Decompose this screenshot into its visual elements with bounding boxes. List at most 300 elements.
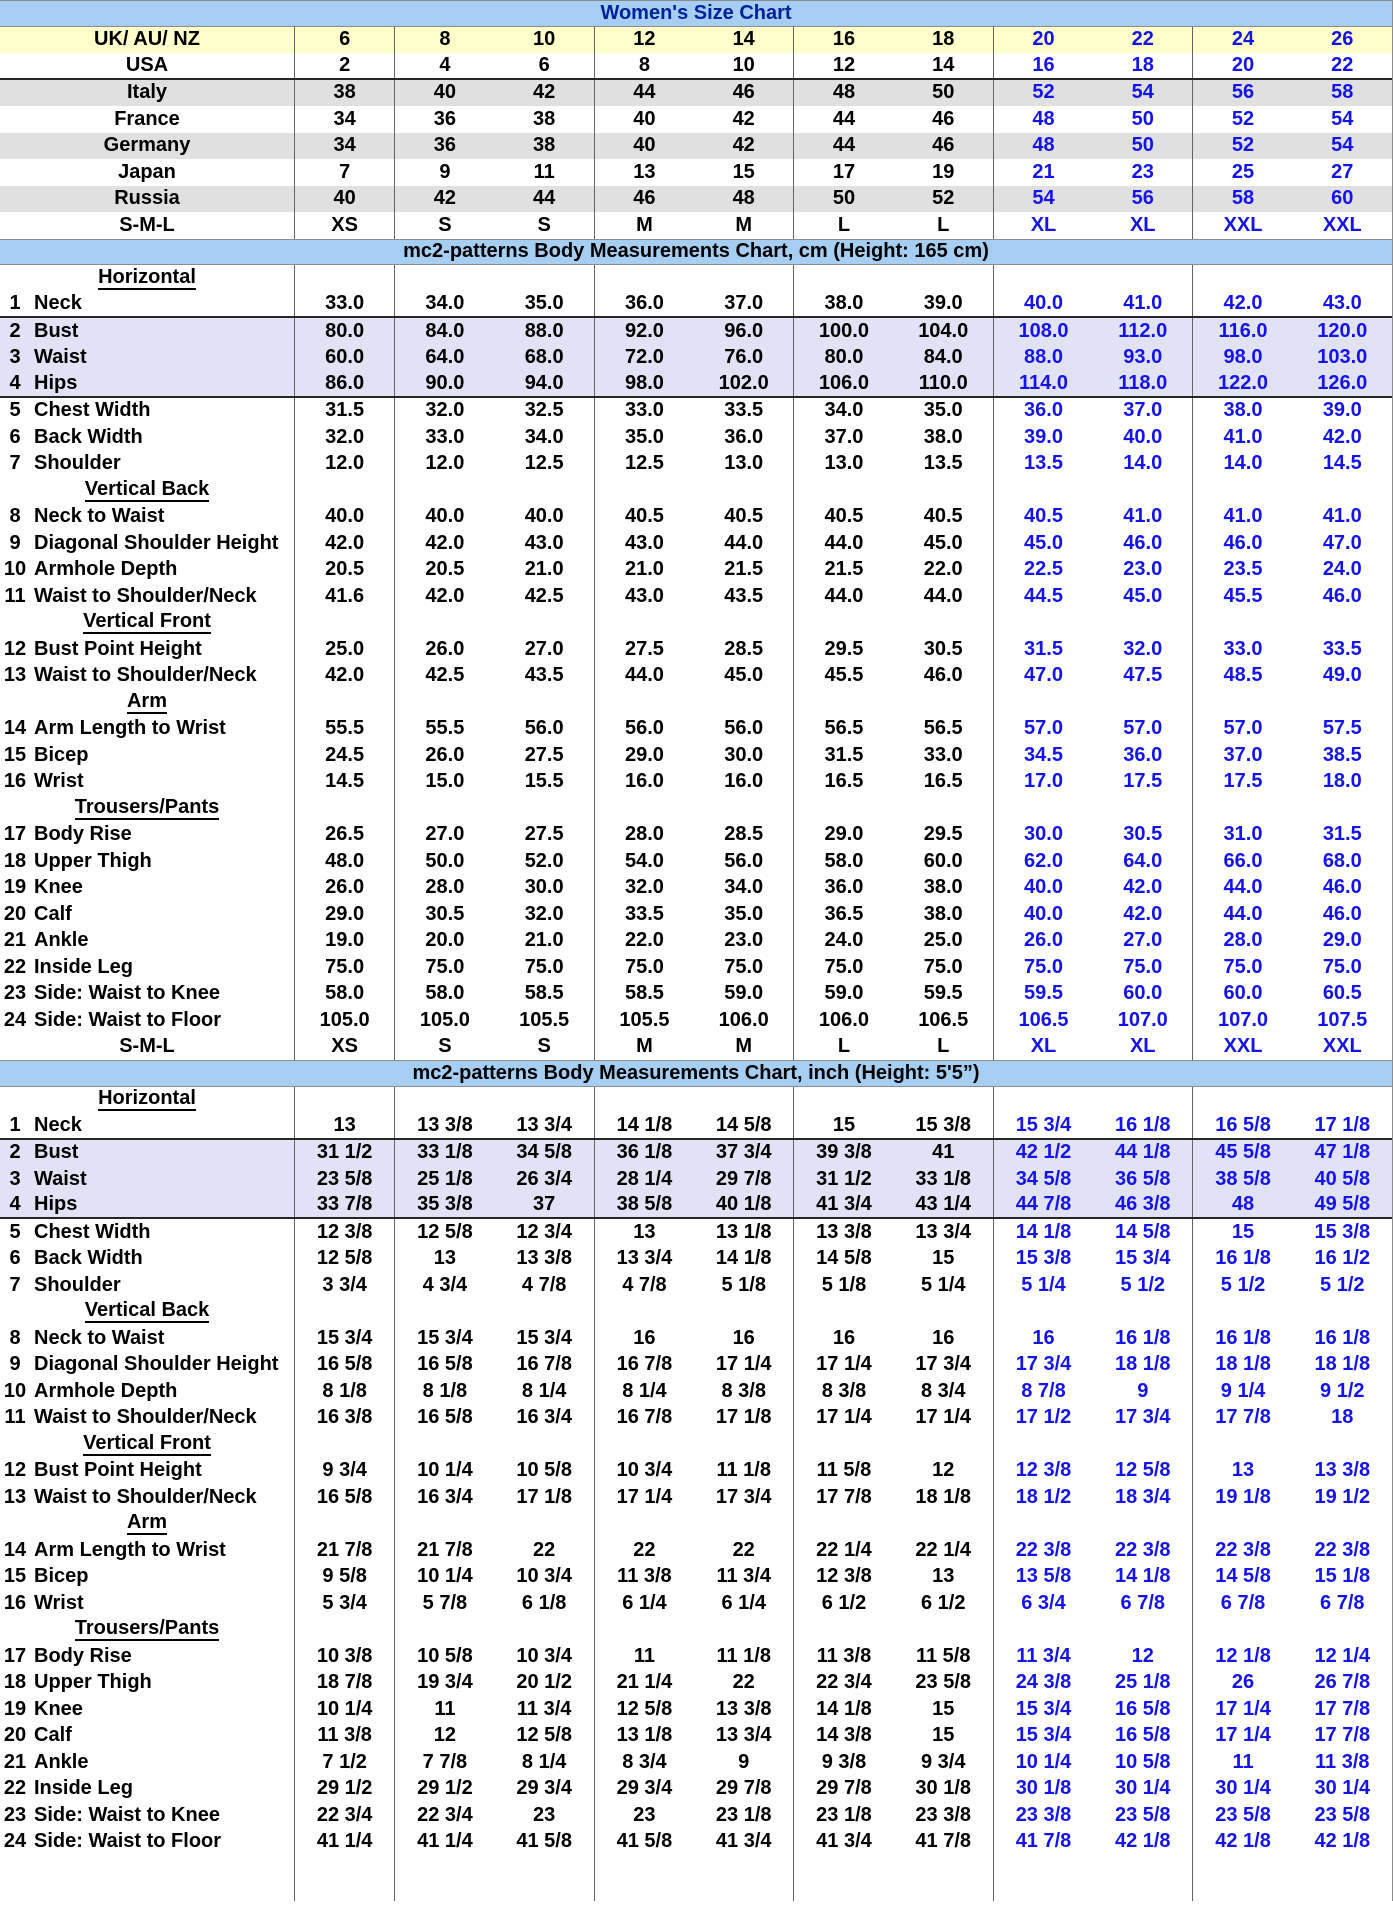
value-cell: 49 5/8: [1314, 1193, 1371, 1216]
value-cell: XS: [295, 1034, 395, 1061]
value-cell: 8 1/4: [495, 1749, 595, 1776]
value-cell: 48: [694, 186, 794, 213]
measurement-label: [0, 1246, 295, 1273]
value-cell: 50: [832, 187, 856, 210]
value-cell: 41.0: [1093, 292, 1193, 317]
value-cell: XXL: [1322, 213, 1362, 236]
value-cell: [295, 477, 395, 504]
value-cell: 16: [894, 1325, 994, 1352]
value-cell: 30 1/8: [894, 1776, 994, 1803]
value-cell: 106.5: [1018, 1008, 1069, 1031]
value-cell: 23 3/8: [1015, 1803, 1072, 1826]
value-cell: 12 5/8: [495, 1723, 595, 1750]
value-cell: 46.0: [1223, 531, 1263, 554]
row-number: 10: [3, 558, 27, 581]
row-number: 12: [3, 637, 27, 660]
value-cell: 22: [1331, 53, 1354, 76]
value-cell: 24 3/8: [1015, 1671, 1072, 1694]
value-cell: 38.0: [894, 875, 994, 902]
value-cell: 31.5: [295, 398, 395, 425]
value-cell: 41.0: [1223, 425, 1263, 448]
row-number: 4: [9, 371, 21, 394]
value-cell: 29 1/2: [417, 1777, 473, 1800]
value-cell: [1193, 1087, 1292, 1114]
value-cell: 22 3/4: [816, 1671, 872, 1694]
row-number: 13: [3, 664, 27, 687]
value-cell: [595, 477, 694, 504]
size-conversion-section: [0, 27, 1392, 239]
value-cell: 54: [1093, 80, 1193, 107]
value-cell: 59.5: [894, 981, 994, 1008]
value-cell: 42: [495, 80, 595, 107]
row-number: 7: [9, 452, 21, 475]
value-cell: XL: [1030, 213, 1057, 236]
value-cell: 26 7/8: [1314, 1671, 1371, 1694]
value-cell: 13 1/8: [616, 1724, 673, 1747]
value-cell: 75.0: [1322, 955, 1362, 978]
row-number: 13: [3, 1485, 27, 1508]
value-cell: [295, 1299, 395, 1326]
value-cell: 75.0: [425, 955, 465, 978]
value-cell: [694, 795, 794, 822]
value-cell: 45.0: [694, 663, 794, 690]
value-cell: 31 1/2: [816, 1167, 872, 1190]
value-cell: 44: [633, 81, 656, 104]
value-cell: 34.0: [694, 875, 794, 902]
value-cell: 6 1/8: [495, 1590, 595, 1617]
value-cell: [994, 1855, 1093, 1901]
value-cell: 23 5/8: [1215, 1803, 1271, 1826]
measurement-label: [0, 769, 295, 796]
value-cell: 40 1/8: [694, 1193, 794, 1218]
value-cell: 15 3/8: [1314, 1220, 1371, 1243]
size-conversion-row: [0, 106, 1392, 133]
row-number: 19: [3, 1697, 27, 1720]
value-cell: L: [837, 213, 851, 236]
row-number: 22: [3, 955, 27, 978]
chart-title: Women's Size Chart: [0, 0, 1392, 27]
value-cell: 11: [434, 1697, 456, 1720]
value-cell: 17: [832, 160, 856, 183]
row-number: 14: [3, 1538, 27, 1561]
value-cell: 4 7/8: [622, 1273, 667, 1296]
value-cell: 112.0: [1093, 318, 1193, 345]
value-cell: 22: [1093, 27, 1193, 54]
value-cell: [495, 795, 595, 822]
measurement-label: [0, 451, 295, 478]
measurement-row: [0, 424, 1392, 451]
measurement-label: [0, 663, 295, 690]
value-cell: 19 1/8: [1215, 1485, 1271, 1508]
value-cell: 41.0: [1223, 505, 1263, 528]
category-label-cell: [0, 1087, 295, 1114]
category-label: Trousers/Pants: [74, 795, 220, 818]
row-label: UK/ AU/ NZ: [0, 27, 295, 54]
value-cell: 15 3/8: [1015, 1247, 1072, 1270]
measurement-label: [0, 583, 295, 610]
value-cell: [694, 1617, 794, 1644]
value-cell: 15 3/4: [1015, 1724, 1072, 1747]
value-cell: 18 3/4: [1093, 1484, 1193, 1511]
measurement-row: [0, 1749, 1392, 1776]
value-cell: 106.5: [894, 1007, 994, 1034]
value-cell: 16: [633, 1326, 656, 1349]
value-cell: M: [694, 212, 794, 239]
value-cell: 13 3/8: [417, 1113, 473, 1136]
value-cell: 3 3/4: [295, 1272, 395, 1299]
measurement-label: [0, 1219, 295, 1246]
value-cell: 104.0: [894, 318, 994, 345]
value-cell: [1093, 1617, 1193, 1644]
inch-measurements-section: [0, 1087, 1392, 1856]
value-cell: 46.0: [894, 663, 994, 690]
value-cell: 33.5: [694, 398, 794, 425]
value-cell: 35 3/8: [417, 1193, 473, 1216]
measurement-label: [0, 1325, 295, 1352]
value-cell: 15 3/4: [1015, 1697, 1072, 1720]
row-number: 20: [3, 1724, 27, 1747]
value-cell: 10 3/4: [495, 1643, 595, 1670]
measurement-label: [0, 848, 295, 875]
value-cell: 42.5: [425, 664, 465, 687]
measurement-label: [0, 1140, 295, 1167]
value-cell: 41 1/4: [417, 1830, 473, 1853]
value-cell: XL: [1093, 1034, 1193, 1061]
value-cell: 11 1/8: [694, 1643, 794, 1670]
value-cell: [994, 477, 1093, 504]
value-cell: [994, 1617, 1093, 1644]
value-cell: L: [894, 1034, 994, 1061]
measurement-row: [0, 981, 1392, 1008]
row-number: 2: [9, 319, 21, 342]
measurement-name: Bust: [34, 1141, 79, 1164]
value-cell: 45.0: [894, 530, 994, 557]
value-cell: 43.0: [624, 584, 664, 607]
value-cell: 5 1/8: [694, 1272, 794, 1299]
value-cell: 75.0: [295, 954, 395, 981]
value-cell: 41.6: [295, 583, 395, 610]
value-cell: 56: [1093, 186, 1193, 213]
value-cell: 17.0: [1024, 770, 1063, 793]
value-cell: 15 3/4: [495, 1325, 595, 1352]
value-cell: 44 1/8: [1093, 1140, 1193, 1167]
value-cell: 15: [894, 1246, 994, 1273]
value-cell: 50: [1093, 133, 1193, 160]
value-cell: 23 1/8: [694, 1802, 794, 1829]
category-label-cell: [0, 795, 295, 822]
value-cell: 11: [1232, 1750, 1254, 1773]
value-cell: 105.0: [419, 1008, 470, 1031]
measurement-row: [0, 1723, 1392, 1750]
value-cell: 106.0: [818, 371, 869, 394]
value-cell: 105.0: [295, 1007, 395, 1034]
value-cell: 42: [694, 106, 794, 133]
value-cell: [894, 477, 994, 504]
value-cell: 86.0: [295, 371, 395, 396]
value-cell: 23 1/8: [816, 1803, 872, 1826]
value-cell: 44 7/8: [1015, 1193, 1072, 1216]
value-cell: 13.0: [824, 452, 864, 475]
value-cell: 60.0: [295, 345, 395, 372]
value-cell: 17 3/4: [1093, 1405, 1193, 1432]
value-cell: 8 3/4: [622, 1750, 667, 1773]
category-label-cell: [0, 610, 295, 637]
value-cell: [794, 1299, 893, 1326]
value-cell: [1293, 1511, 1392, 1538]
value-cell: 16.0: [694, 769, 794, 796]
value-cell: 9 3/4: [295, 1458, 395, 1485]
value-cell: 22.0: [624, 929, 664, 952]
value-cell: 14 5/8: [1093, 1219, 1193, 1246]
value-cell: 68.0: [495, 345, 595, 372]
value-cell: 33.0: [425, 425, 465, 448]
value-cell: 5 1/2: [1220, 1273, 1266, 1296]
measurement-label: [0, 424, 295, 451]
value-cell: 107.0: [1093, 1007, 1193, 1034]
measurement-label: [0, 1670, 295, 1697]
row-number: 10: [3, 1379, 27, 1402]
value-cell: 114.0: [1019, 371, 1068, 394]
measurement-name: Chest Width: [34, 399, 151, 422]
value-cell: [395, 1087, 494, 1114]
measurement-name: Waist to Shoulder/Neck: [34, 1485, 257, 1508]
measurement-label: [0, 1113, 295, 1138]
value-cell: 12.0: [295, 451, 395, 478]
value-cell: 13: [295, 1113, 395, 1138]
value-cell: 33 1/8: [894, 1166, 994, 1193]
value-cell: 40.0: [495, 504, 595, 531]
value-cell: 16 1/8: [1215, 1247, 1271, 1270]
value-cell: XXL: [1322, 1035, 1362, 1058]
row-number: 15: [3, 743, 27, 766]
value-cell: 17 1/4: [894, 1405, 994, 1432]
measurement-name: Wrist: [34, 770, 84, 793]
value-cell: 33.5: [1322, 637, 1362, 660]
value-cell: 43.0: [624, 531, 664, 554]
value-cell: 36 1/8: [616, 1141, 673, 1164]
value-cell: 42.0: [295, 663, 395, 690]
value-cell: 15.0: [425, 770, 465, 793]
value-cell: 17 3/4: [694, 1484, 794, 1511]
value-cell: [295, 689, 395, 716]
value-cell: 42 1/2: [1015, 1141, 1072, 1164]
value-cell: 13: [633, 160, 656, 183]
value-cell: 5 1/4: [894, 1272, 994, 1299]
value-cell: [595, 1431, 694, 1458]
row-label: S-M-L: [0, 212, 295, 239]
size-conversion-row: [0, 186, 1392, 213]
value-cell: 62.0: [1024, 849, 1063, 872]
value-cell: 44: [832, 107, 856, 130]
measurement-row: [0, 557, 1392, 584]
value-cell: 31.5: [824, 743, 864, 766]
value-cell: 12.5: [624, 452, 664, 475]
value-cell: 10 1/4: [295, 1696, 395, 1723]
value-cell: 31 1/2: [295, 1140, 395, 1167]
value-cell: 15 3/4: [1015, 1113, 1072, 1136]
measurement-label: [0, 1378, 295, 1405]
value-cell: 58.0: [295, 981, 395, 1008]
value-cell: 15 1/8: [1314, 1565, 1371, 1588]
value-cell: [794, 1511, 893, 1538]
measurement-label: [0, 1166, 295, 1193]
value-cell: 20 1/2: [495, 1670, 595, 1697]
value-cell: 13: [433, 1247, 457, 1270]
value-cell: 60.0: [894, 848, 994, 875]
value-cell: 16 5/8: [1093, 1696, 1193, 1723]
value-cell: 58: [1231, 187, 1255, 210]
measurement-row: [0, 1113, 1392, 1140]
value-cell: 47 1/8: [1314, 1141, 1371, 1164]
value-cell: [694, 689, 794, 716]
value-cell: 38 5/8: [1215, 1167, 1271, 1190]
row-number: 7: [9, 1273, 21, 1296]
value-cell: 12: [832, 53, 856, 76]
value-cell: 42 1/8: [1314, 1830, 1371, 1853]
value-cell: [894, 1431, 994, 1458]
value-cell: 38: [295, 80, 395, 107]
value-cell: 5 1/8: [821, 1273, 867, 1296]
measurement-name: Side: Waist to Knee: [34, 1803, 220, 1826]
value-cell: 12 5/8: [417, 1220, 473, 1243]
measurement-name: Arm Length to Wrist: [34, 717, 226, 740]
value-cell: [595, 1855, 694, 1901]
value-cell: 16 5/8: [295, 1352, 395, 1379]
value-cell: 21 7/8: [417, 1538, 473, 1561]
value-cell: 29 1/2: [295, 1776, 395, 1803]
measurement-row: [0, 928, 1392, 955]
value-cell: [1093, 1431, 1193, 1458]
measurement-name: Side: Waist to Floor: [34, 1830, 222, 1853]
value-cell: 45.0: [1024, 531, 1063, 554]
measurement-row: [0, 954, 1392, 981]
measurement-row: [0, 1564, 1392, 1591]
measurement-name: Neck to Waist: [34, 1326, 165, 1349]
value-cell: 20.0: [425, 929, 465, 952]
value-cell: 46.0: [1093, 530, 1193, 557]
value-cell: 56: [1231, 81, 1255, 104]
category-row: [0, 1617, 1392, 1644]
value-cell: 12 5/8: [616, 1697, 673, 1720]
measurement-name: Bicep: [34, 743, 89, 766]
measurement-name: Back Width: [34, 1247, 143, 1270]
measurement-label: [0, 504, 295, 531]
value-cell: 11 5/8: [816, 1459, 872, 1482]
value-cell: 23 5/8: [295, 1166, 395, 1193]
value-cell: 55.5: [425, 717, 465, 740]
value-cell: 88.0: [495, 318, 595, 345]
value-cell: 44: [495, 186, 595, 213]
value-cell: 6 1/2: [821, 1591, 867, 1614]
value-cell: 48.5: [1223, 664, 1263, 687]
row-label: Italy: [0, 80, 295, 107]
measurement-row: [0, 1829, 1392, 1856]
measurement-label: [0, 1564, 295, 1591]
value-cell: 33 7/8: [295, 1193, 395, 1218]
row-number: 9: [9, 531, 21, 554]
value-cell: 12.5: [495, 451, 595, 478]
value-cell: [1093, 1855, 1193, 1901]
value-cell: 9 3/4: [894, 1749, 994, 1776]
measurement-label: [0, 742, 295, 769]
value-cell: 27.0: [495, 636, 595, 663]
row-label: S-M-L: [0, 1034, 295, 1061]
value-cell: 43.0: [495, 530, 595, 557]
measurement-label: [0, 557, 295, 584]
value-cell: 16 3/4: [495, 1405, 595, 1432]
value-cell: 9: [1093, 1378, 1193, 1405]
value-cell: 8: [439, 28, 451, 51]
value-cell: 36: [433, 134, 457, 157]
value-cell: 46.0: [1322, 902, 1362, 925]
value-cell: 13.0: [694, 451, 794, 478]
value-cell: 21.0: [495, 557, 595, 584]
measurement-name: Hips: [34, 1193, 78, 1216]
value-cell: 32.0: [295, 424, 395, 451]
value-cell: 21.5: [694, 557, 794, 584]
measurement-name: Neck to Waist: [34, 505, 165, 528]
value-cell: [894, 1855, 994, 1901]
row-number: 23: [3, 982, 27, 1005]
value-cell: 26.0: [425, 743, 465, 766]
value-cell: 31.5: [1322, 823, 1362, 846]
value-cell: 15 3/4: [417, 1326, 473, 1349]
value-cell: 17 1/4: [1215, 1724, 1271, 1747]
value-cell: 29 3/4: [616, 1777, 673, 1800]
value-cell: 22: [694, 1670, 794, 1697]
value-cell: 39 3/8: [816, 1141, 872, 1164]
measurement-label: [0, 1776, 295, 1803]
value-cell: 36.0: [1024, 399, 1063, 422]
value-cell: 46: [894, 133, 994, 160]
value-cell: 52.0: [495, 848, 595, 875]
value-cell: 12 3/8: [1015, 1459, 1072, 1482]
value-cell: [295, 795, 395, 822]
measurement-name: Diagonal Shoulder Height: [34, 1353, 279, 1376]
value-cell: 30.5: [425, 902, 465, 925]
measurement-name: Inside Leg: [34, 955, 133, 978]
measurement-row: [0, 1352, 1392, 1379]
size-conversion-row: [0, 159, 1392, 186]
row-number: 9: [9, 1353, 21, 1376]
value-cell: 19: [894, 159, 994, 186]
measurement-name: Armhole Depth: [34, 1379, 178, 1402]
value-cell: 2: [295, 53, 395, 78]
value-cell: 39.0: [894, 292, 994, 317]
value-cell: 40.5: [694, 504, 794, 531]
value-cell: 14 1/8: [816, 1697, 872, 1720]
value-cell: 26: [1331, 28, 1354, 51]
size-conversion-row: [0, 133, 1392, 160]
value-cell: 42 1/8: [1215, 1830, 1271, 1853]
value-cell: 16: [832, 28, 856, 51]
value-cell: [994, 1431, 1093, 1458]
value-cell: 14 1/8: [694, 1246, 794, 1273]
value-cell: [1293, 265, 1392, 292]
value-cell: 29 3/4: [495, 1776, 595, 1803]
value-cell: 22 1/4: [894, 1537, 994, 1564]
value-cell: 10 5/8: [1093, 1749, 1193, 1776]
category-row: [0, 610, 1392, 637]
value-cell: 64.0: [425, 346, 465, 369]
row-number: 15: [3, 1565, 27, 1588]
value-cell: XL: [1030, 1035, 1057, 1058]
category-label-cell: [0, 1431, 295, 1458]
value-cell: 6 1/4: [622, 1591, 667, 1614]
value-cell: 98.0: [1223, 346, 1263, 369]
measurement-label: [0, 1749, 295, 1776]
row-number: 21: [3, 1750, 27, 1773]
